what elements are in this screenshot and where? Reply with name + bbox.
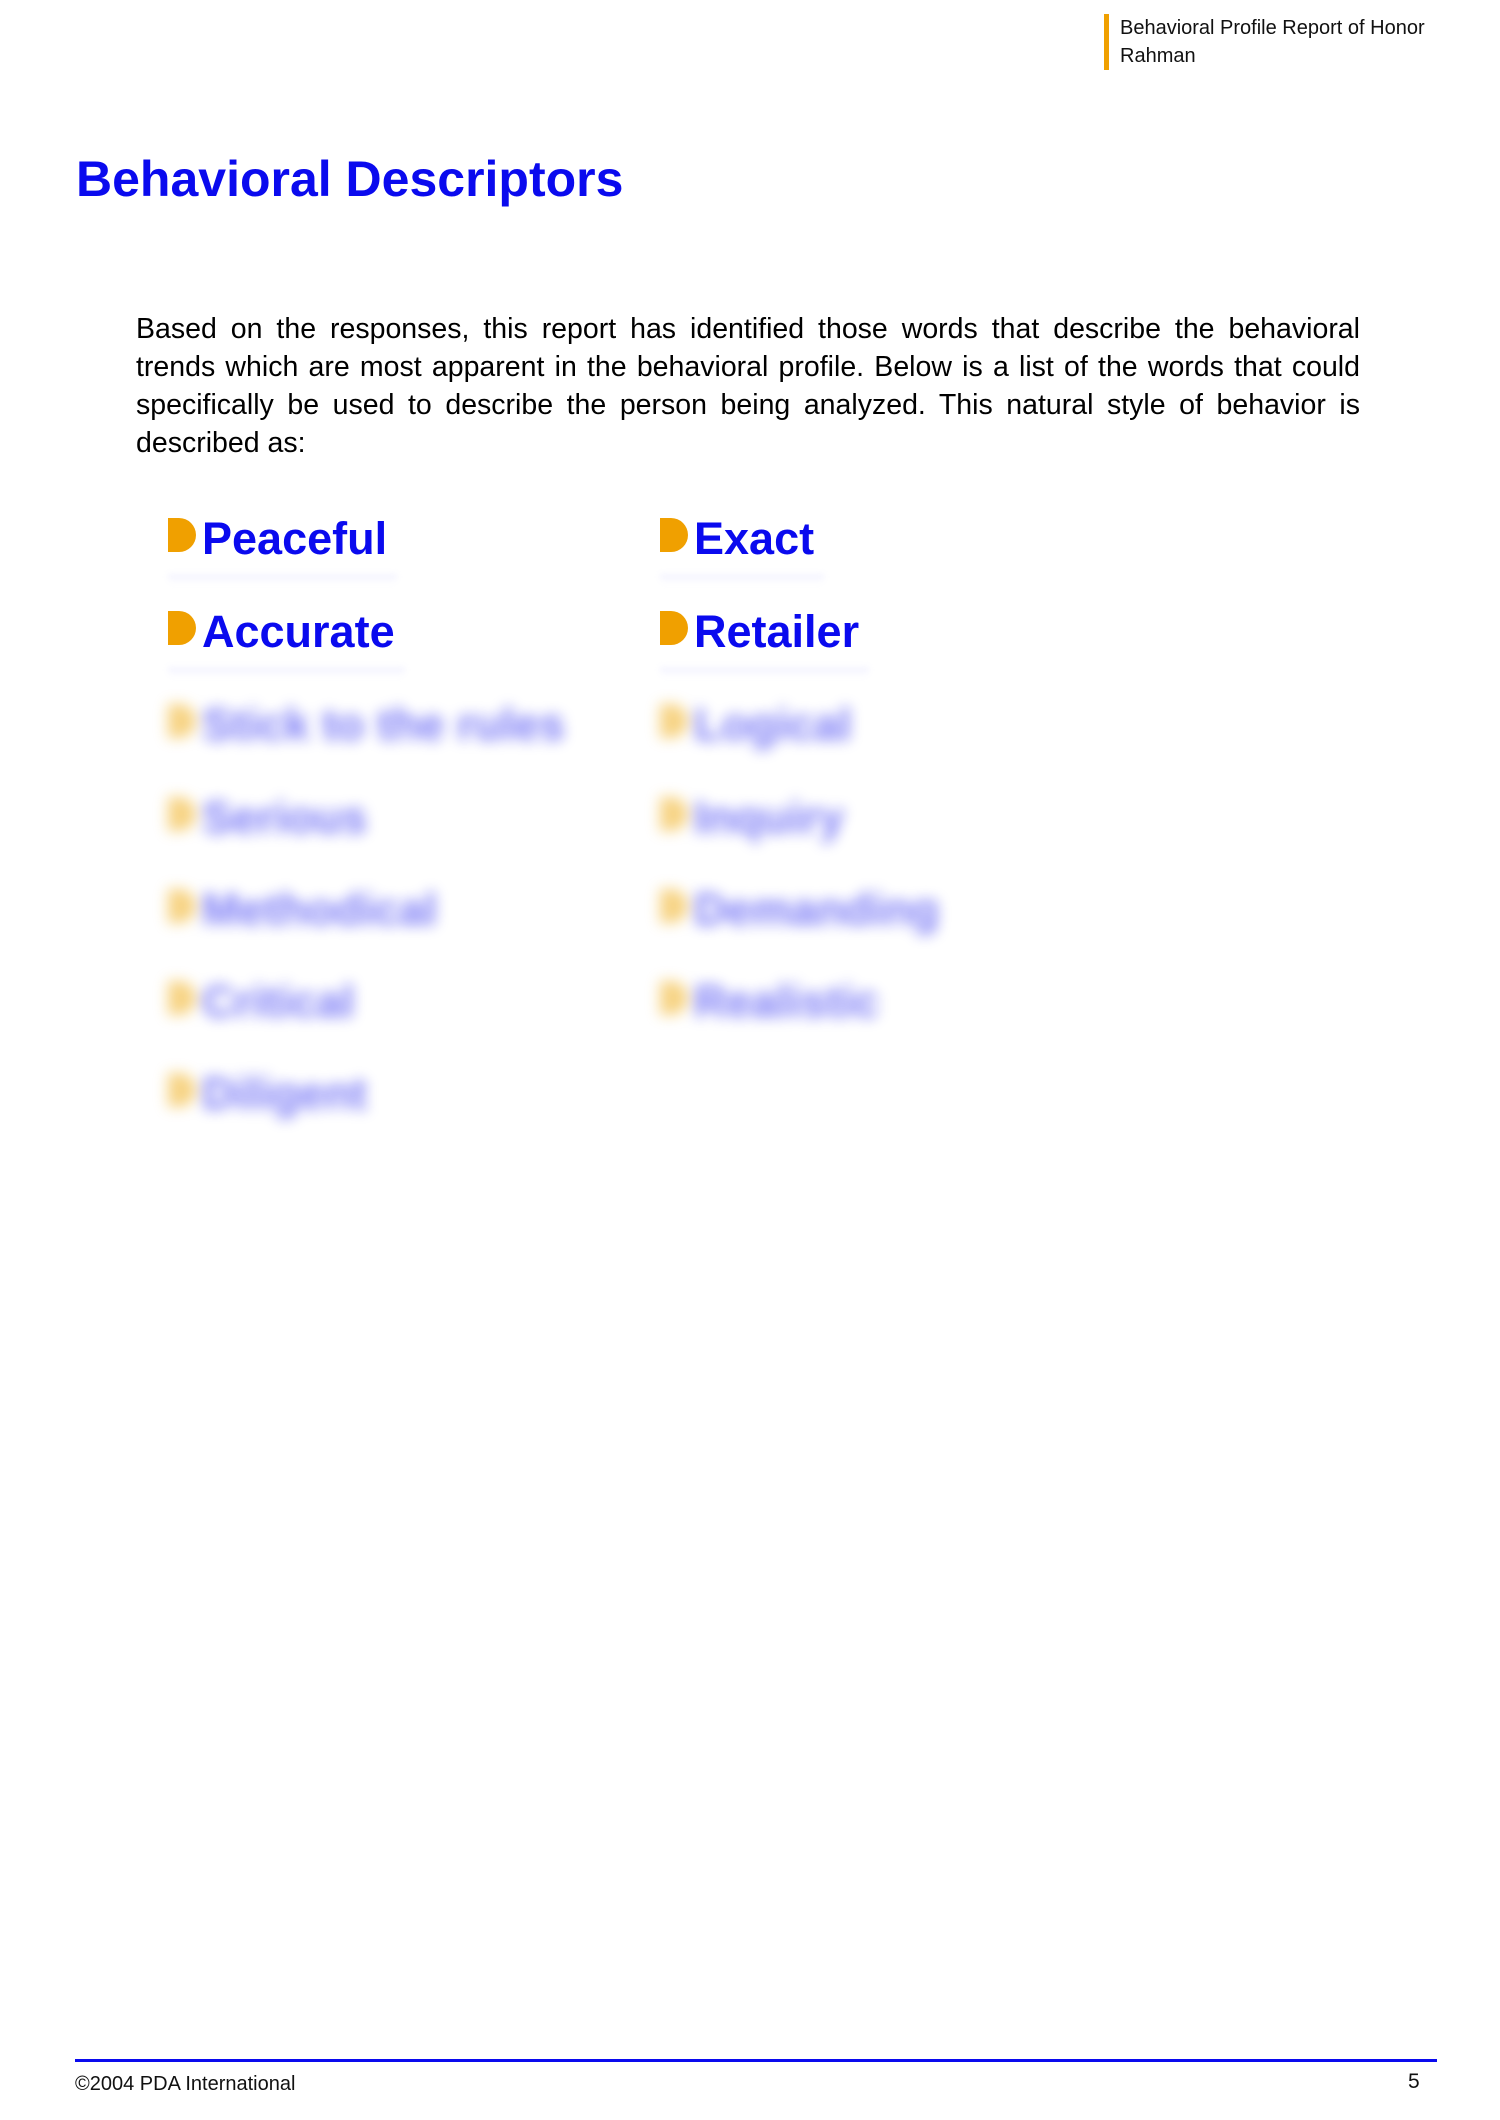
running-header-title: Behavioral Profile Report of Honor Rahman bbox=[1120, 17, 1425, 67]
page-title: Behavioral Descriptors bbox=[76, 151, 624, 207]
descriptor-item bbox=[660, 607, 859, 667]
running-header bbox=[1104, 14, 1460, 70]
descriptor-item-blurred bbox=[660, 793, 844, 853]
bullet-icon bbox=[168, 518, 196, 552]
descriptor-label: Logical bbox=[694, 699, 852, 750]
descriptor-item-blurred bbox=[168, 1069, 367, 1129]
descriptor-label: Methodical bbox=[202, 884, 438, 935]
bullet-icon bbox=[168, 1073, 196, 1107]
descriptor-label: Retailer bbox=[694, 606, 860, 657]
descriptor-item-blurred bbox=[168, 885, 437, 945]
bullet-icon bbox=[168, 889, 196, 923]
descriptor-label: Serious bbox=[202, 792, 368, 843]
descriptor-item-blurred bbox=[660, 700, 852, 760]
descriptor-item bbox=[660, 514, 814, 574]
descriptor-label: Stick to the rules bbox=[202, 699, 565, 750]
bullet-icon bbox=[660, 611, 688, 645]
descriptor-item-blurred bbox=[660, 885, 939, 945]
descriptor-item-blurred bbox=[168, 977, 355, 1037]
descriptor-label: Peaceful bbox=[202, 513, 388, 564]
descriptor-item-blurred bbox=[660, 977, 879, 1037]
footer-divider bbox=[75, 2059, 1437, 2062]
descriptor-label: Critical bbox=[202, 976, 355, 1027]
bullet-icon bbox=[168, 704, 196, 738]
descriptor-item bbox=[168, 514, 387, 574]
descriptor-item-blurred bbox=[168, 700, 565, 760]
bullet-icon bbox=[168, 797, 196, 831]
descriptor-item-blurred bbox=[168, 793, 367, 853]
descriptor-item bbox=[168, 607, 395, 667]
bullet-icon bbox=[660, 797, 688, 831]
bullet-icon bbox=[660, 889, 688, 923]
page-number: 5 bbox=[1408, 2070, 1420, 2093]
bullet-icon bbox=[660, 981, 688, 1015]
bullet-icon bbox=[660, 518, 688, 552]
descriptor-label: Exact bbox=[694, 513, 815, 564]
descriptor-label: Realistic bbox=[694, 976, 880, 1027]
bullet-icon bbox=[168, 981, 196, 1015]
intro-paragraph: Based on the responses, this report has identified those words that describe the behavioral trends which are most apparent in the behavioral profile. Below is a list of the words that could specifically be used to describe the person being analyzed. This natural style of behavior is described as: bbox=[136, 313, 1360, 459]
bullet-icon bbox=[660, 704, 688, 738]
footer-copyright: ©2004 PDA International bbox=[75, 2073, 296, 2095]
descriptor-label: Inquiry bbox=[694, 792, 845, 843]
descriptor-label: Accurate bbox=[202, 606, 395, 657]
descriptor-label: Diligent bbox=[202, 1068, 367, 1119]
bullet-icon bbox=[168, 611, 196, 645]
descriptor-label: Demanding bbox=[694, 884, 940, 935]
